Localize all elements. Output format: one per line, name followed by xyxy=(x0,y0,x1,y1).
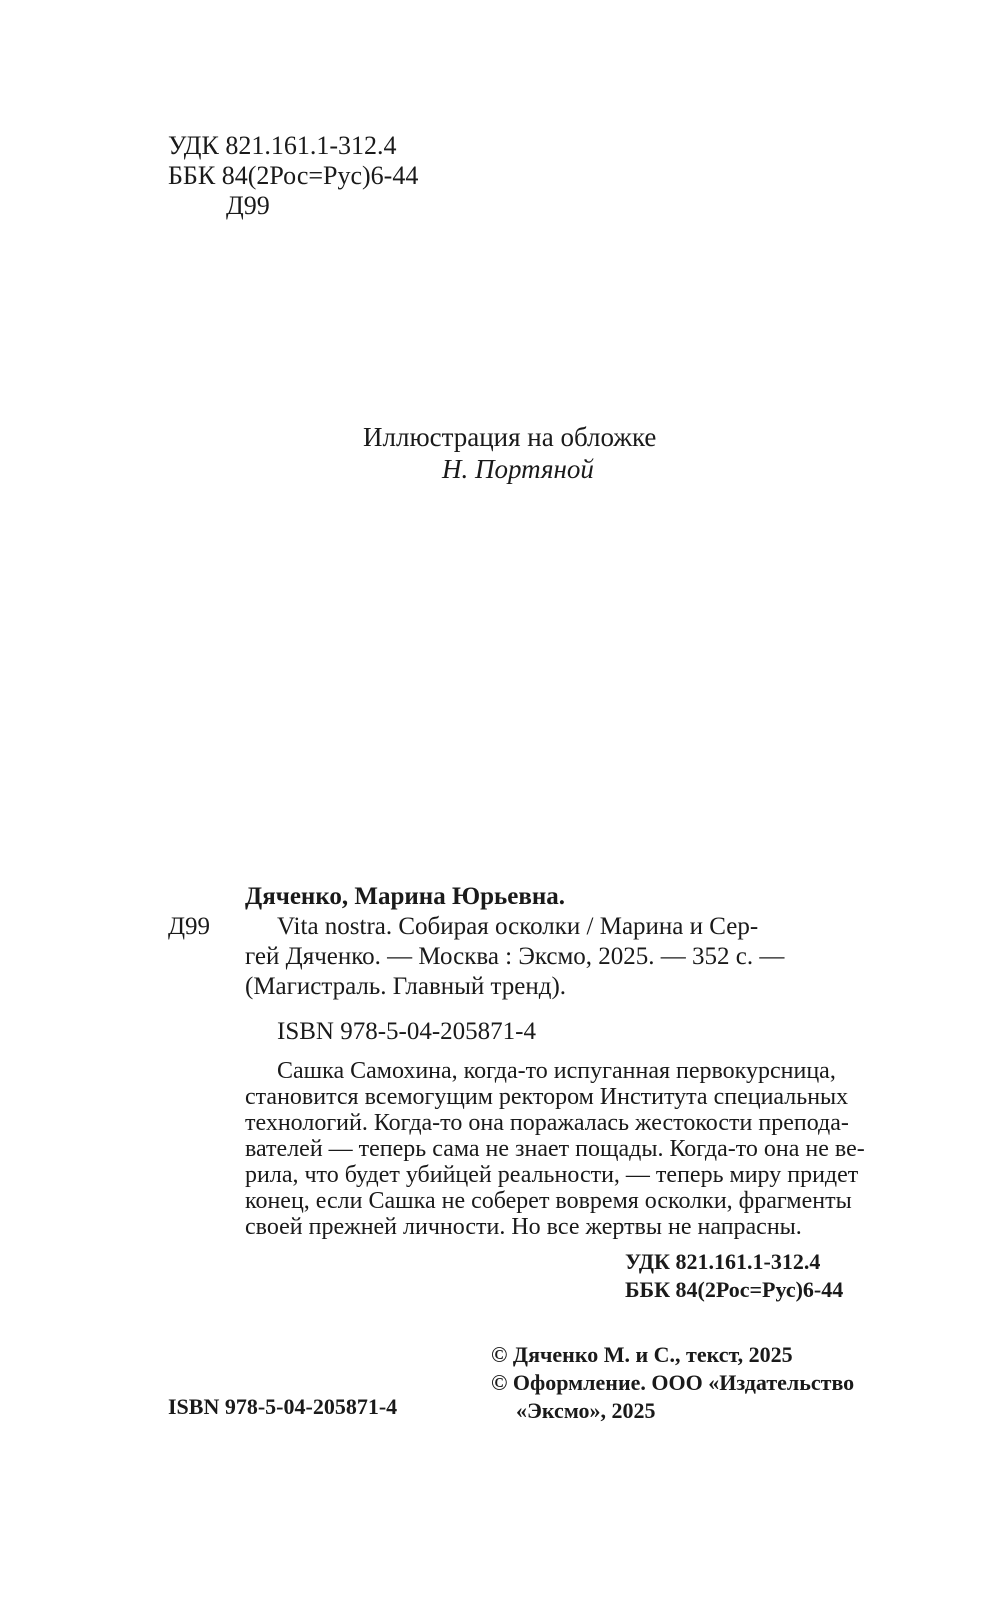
record-author-mark: Д99 xyxy=(168,913,211,940)
cover-credit-label: Иллюстрация на обложке xyxy=(363,422,657,452)
annotation-line: Сашка Самохина, когда-то испуганная первокурсница, xyxy=(277,1058,836,1084)
udk-code-bold: УДК 821.161.1-312.4 xyxy=(625,1249,821,1274)
copyright-line: © Оформление. ООО «Издательство xyxy=(491,1370,855,1395)
annotation-line: рила, что будет убийцей реальности, — теперь миру придет xyxy=(245,1162,859,1188)
description-line: гей Дяченко. — Москва : Эксмо, 2025. — 352 с. — xyxy=(245,943,785,970)
illustrator-name: Н. Портяной xyxy=(442,454,594,484)
annotation-line: технологий. Когда-то она поражалась жестокости препода- xyxy=(245,1110,849,1136)
record-isbn: ISBN 978-5-04-205871-4 xyxy=(277,1018,537,1045)
author-heading: Дяченко, Марина Юрьевна. xyxy=(245,883,565,910)
bbk-code: ББК 84(2Рос=Рус)6-44 xyxy=(168,161,419,190)
annotation-line: вателей — теперь сама не знает пощады. Когда-то она не ве- xyxy=(245,1136,865,1162)
author-mark: Д99 xyxy=(226,191,270,220)
description-line: Vita nostra. Собирая осколки / Марина и Сер- xyxy=(277,913,759,940)
udk-code: УДК 821.161.1-312.4 xyxy=(168,131,397,160)
annotation-line: своей прежней личности. Но все жертвы не напрасны. xyxy=(245,1214,802,1240)
footer-isbn: ISBN 978-5-04-205871-4 xyxy=(168,1394,398,1419)
bbk-code-bold: ББК 84(2Рос=Рус)6-44 xyxy=(625,1277,844,1302)
annotation-line: становится всемогущим ректором Института специальных xyxy=(245,1084,849,1110)
description-line: (Магистраль. Главный тренд). xyxy=(245,973,567,1000)
copyright-line: © Дяченко М. и С., текст, 2025 xyxy=(491,1342,793,1367)
annotation-line: конец, если Сашка не соберет вовремя осколки, фрагменты xyxy=(245,1188,852,1214)
copyright-line: «Эксмо», 2025 xyxy=(516,1398,656,1423)
